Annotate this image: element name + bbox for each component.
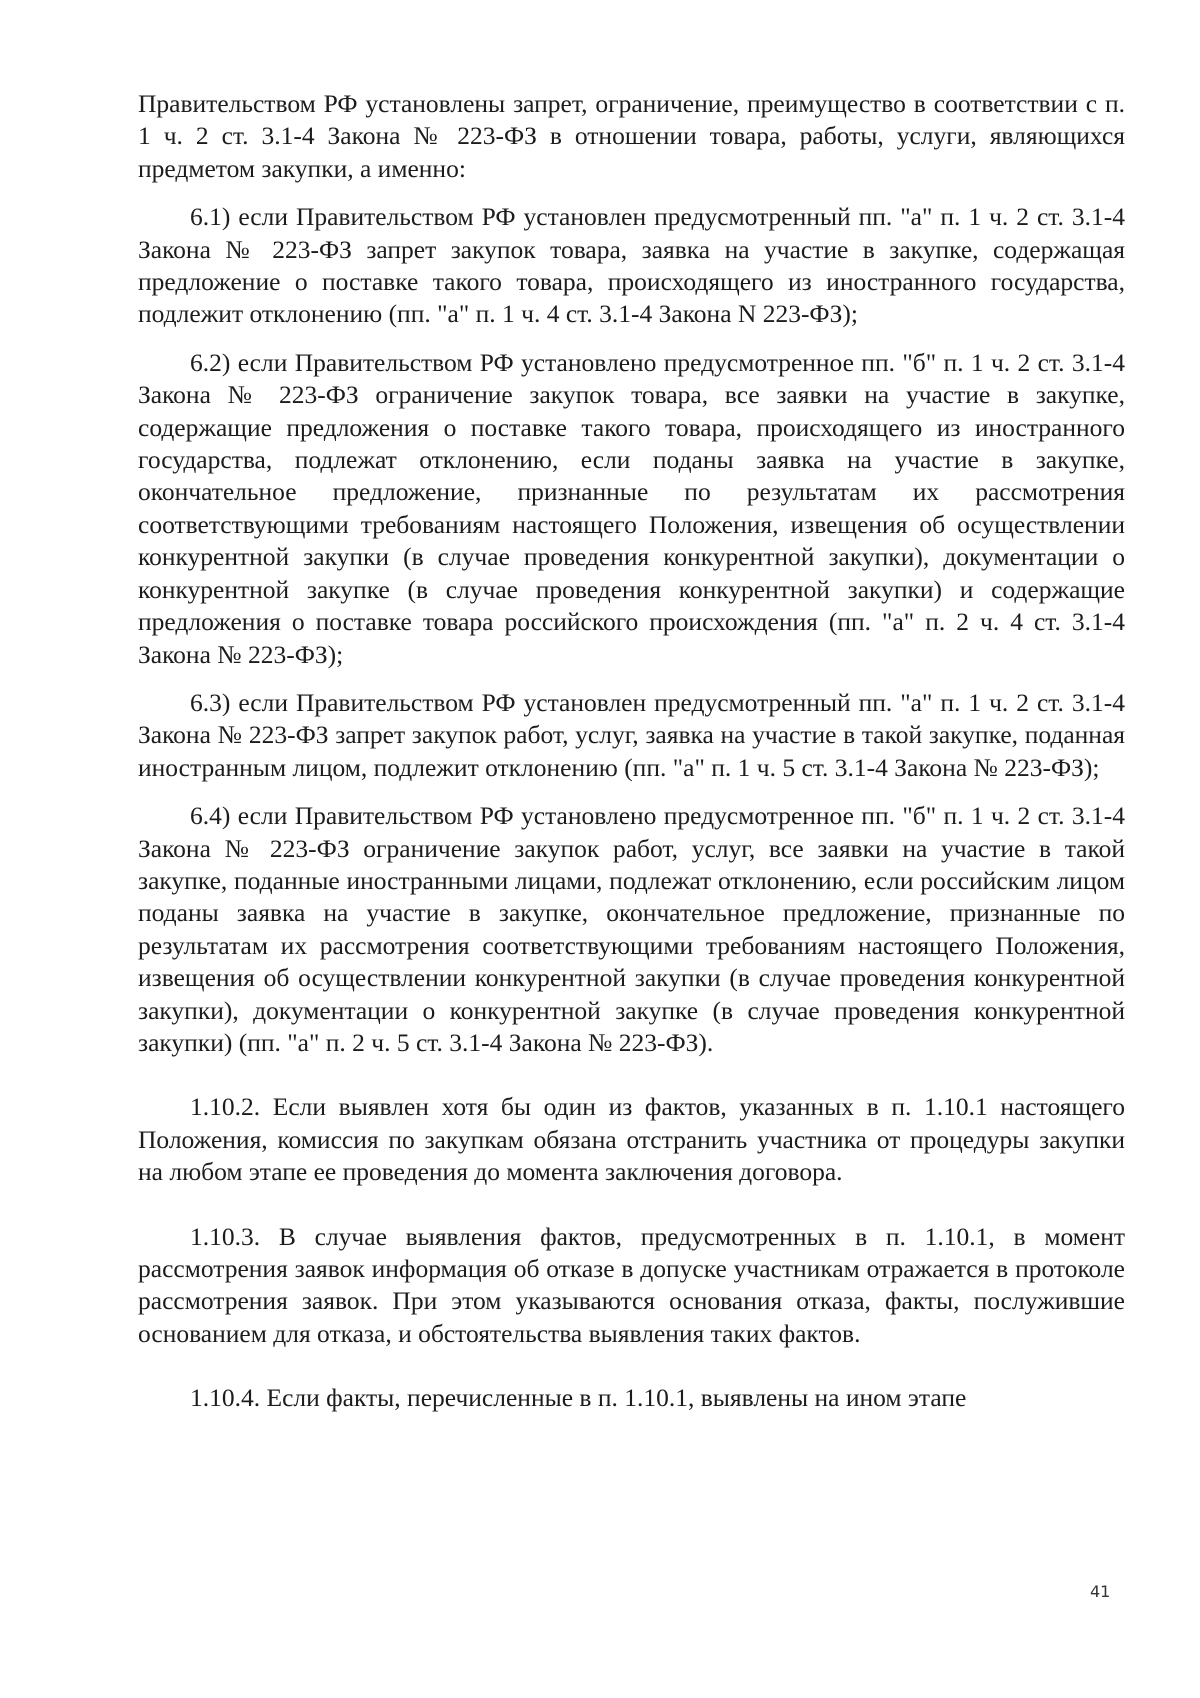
paragraph-6-2: 6.2) если Правительством РФ установлено предусмотренное пп. "б" п. 1 ч. 2 ст. 3.1-4 Закона № 223-ФЗ ограничение закупок товара, все заявки на участие в закупке, содержащие предложения о поставке такого товара, происходящего из иностранного государства, подлежат отклонению, если поданы заявка на участие в закупке, окончательное предложение, признанные по результатам их рассмотрения соответствующими требованиям настоящего Положения, извещения об осуществлении конкурентной закупки (в случае проведения конкурентной закупки), документации о конкурентной закупке (в случае проведения конкурентной закупки) и содержащие предложения о поставке товара российского происхождения (пп. "а" п. 2 ч. 4 ст. 3.1-4 Закона № 223-ФЗ); <box>138 347 1125 669</box>
paragraph-6-1: 6.1) если Правительством РФ установлен предусмотренный пп. "а" п. 1 ч. 2 ст. 3.1-4 Закона № 223-ФЗ запрет закупок товара, заявка на участие в закупке, содержащая предложение о поставке такого товара, происходящего из иностранного государства, подлежит отклонению (пп. "а" п. 1 ч. 4 ст. 3.1-4 Закона N 223-ФЗ); <box>138 202 1125 329</box>
paragraph-intro: Правительством РФ установлены запрет, ограничение, преимущество в соответствии с п. 1 ч. 2 ст. 3.1-4 Закона № 223-ФЗ в отношении товара, работы, услуги, являющихся предметом закупки, а именно: <box>138 89 1125 183</box>
paragraph-6-3: 6.3) если Правительством РФ установлен предусмотренный пп. "а" п. 1 ч. 2 ст. 3.1-4 Закона № 223-ФЗ запрет закупок работ, услуг, заявка на участие в такой закупке, поданная иностранным лицом, подлежит отклонению (пп. "а" п. 1 ч. 5 ст. 3.1-4 Закона № 223-ФЗ); <box>138 687 1125 782</box>
paragraph-1-10-2: 1.10.2. Если выявлен хотя бы один из фактов, указанных в п. 1.10.1 настоящего Положения, комиссия по закупкам обязана отстранить участника от процедуры закупки на любом этапе ее проведения до момента заключения договора. <box>138 1092 1125 1187</box>
paragraph-6-4: 6.4) если Правительством РФ установлено предусмотренное пп. "б" п. 1 ч. 2 ст. 3.1-4 Закона № 223-ФЗ ограничение закупок работ, услуг, все заявки на участие в такой закупке, поданные иностранными лицами, подлежат отклонению, если российским лицом поданы заявка на участие в закупке, окончательное предложение, признанные по результатам их рассмотрения соответствующими требованиям настоящего Положения, извещения об осуществлении конкурентной закупки (в случае проведения конкурентной закупки), документации о конкурентной закупке (в случае проведения конкурентной закупки) (пп. "а" п. 2 ч. 5 ст. 3.1-4 Закона № 223-ФЗ). <box>138 801 1125 1057</box>
paragraph-1-10-3: 1.10.3. В случае выявления фактов, предусмотренных в п. 1.10.1, в момент рассмотрения заявок информация об отказе в допуске участникам отражается в протоколе рассмотрения заявок. При этом указываются основания отказа, факты, послужившие основанием для отказа, и обстоятельства выявления таких фактов. <box>138 1221 1125 1348</box>
paragraph-1-10-4: 1.10.4. Если факты, перечисленные в п. 1.10.1, выявлены на ином этапе <box>190 1383 967 1413</box>
document-body <box>138 88 1125 1415</box>
page-number: 41 <box>1090 1582 1111 1601</box>
